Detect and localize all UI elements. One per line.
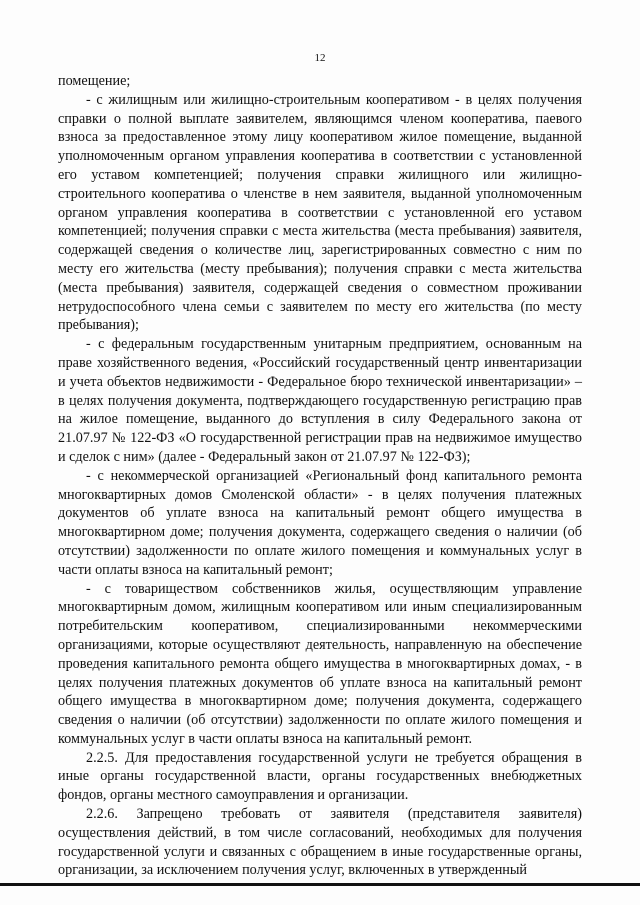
paragraph: 2.2.6. Запрещено требовать от заявителя (представителя заявителя) осуществления действий, в том числе согласований, необходимых для получения государственной услуги и связанных с обращением в иные государственные органы, организации, за исключением получения услуг, включенных в утвержденный [58,806,582,879]
paragraph: 2.2.5. Для предоставления государственной услуги не требуется обращения в иные органы государственной власти, органы государственных внебюджетных фондов, органы местного самоуправления и организации. [58,749,582,804]
paragraph: - с федеральным государственным унитарным предприятием, основанным на праве хозяйственного ведения, «Российский государственный центр инвентаризации и учета объектов недвижимости - Федеральное бюро технической инвентаризации» – в целях получения документа, подтверждающего государственную регистрацию прав на жилое помещение, выданного до вступления в силу Федерального закона от 21.07.97 № 122-ФЗ «О государственной регистрации прав на недвижимое имущество и сделок с ним» (далее - Федеральный закон от 21.07.97 № 122-ФЗ); [58,336,582,465]
paragraph: - с товариществом собственников жилья, осуществляющим управление многоквартирным домом, жилищным кооперативом или иным специализированным потребительским кооперативом, специализированными некоммерческими организациями, которые осуществляют деятельность, направленную на обеспечение проведения капитального ремонта общего имущества в многоквартирных домах, - в целях получения платежных документов об уплате взноса на капитальный ремонт общего имущества в многоквартирном доме; получения документа, содержащего сведения о наличии (об отсутствии) задолженности по оплате жилого помещения и коммунальных услуг в части оплаты взноса на капитальный ремонт. [58,580,582,747]
paragraph: - с некоммерческой организацией «Региональный фонд капитального ремонта многоквартирных домов Смоленской области» - в целях получения платежных документов об уплате взноса на капитальный ремонт общего имущества в многоквартирном доме; получения документа, содержащего сведения о наличии (об отсутствии) задолженности по оплате жилого помещения и коммунальных услуг в части оплаты взноса на капитальный ремонт; [58,467,582,578]
paragraph: - с жилищным или жилищно-строительным кооперативом - в целях получения справки о полной выплате заявителем, являющимся членом кооператива, паевого взноса за предоставленное этому лицу кооперативом жилое помещение, выданной уполномоченным органом управления кооператива в соответствии с установленной его уставом компетенцией; получения справки жилищного или жилищно-строительного кооператива о членстве в нем заявителя, выданной уполномоченным органом управления кооператива в соответствии с установленной его уставом компетенцией; получения справки с места жительства (места пребывания) заявителя, содержащей сведения о количестве лиц, зарегистрированных совместно с ним по месту его жительства (месту пребывания); получения справки с места жительства (места пребывания) заявителя, содержащей сведения о совместном проживании нетрудоспособного члена семьи с заявителем по месту его жительства (по месту пребывания); [58,91,582,334]
page-number: 12 [314,52,326,64]
body-text [58,72,582,880]
page-bottom-rule [0,883,640,886]
paragraph: помещение; [58,73,131,89]
